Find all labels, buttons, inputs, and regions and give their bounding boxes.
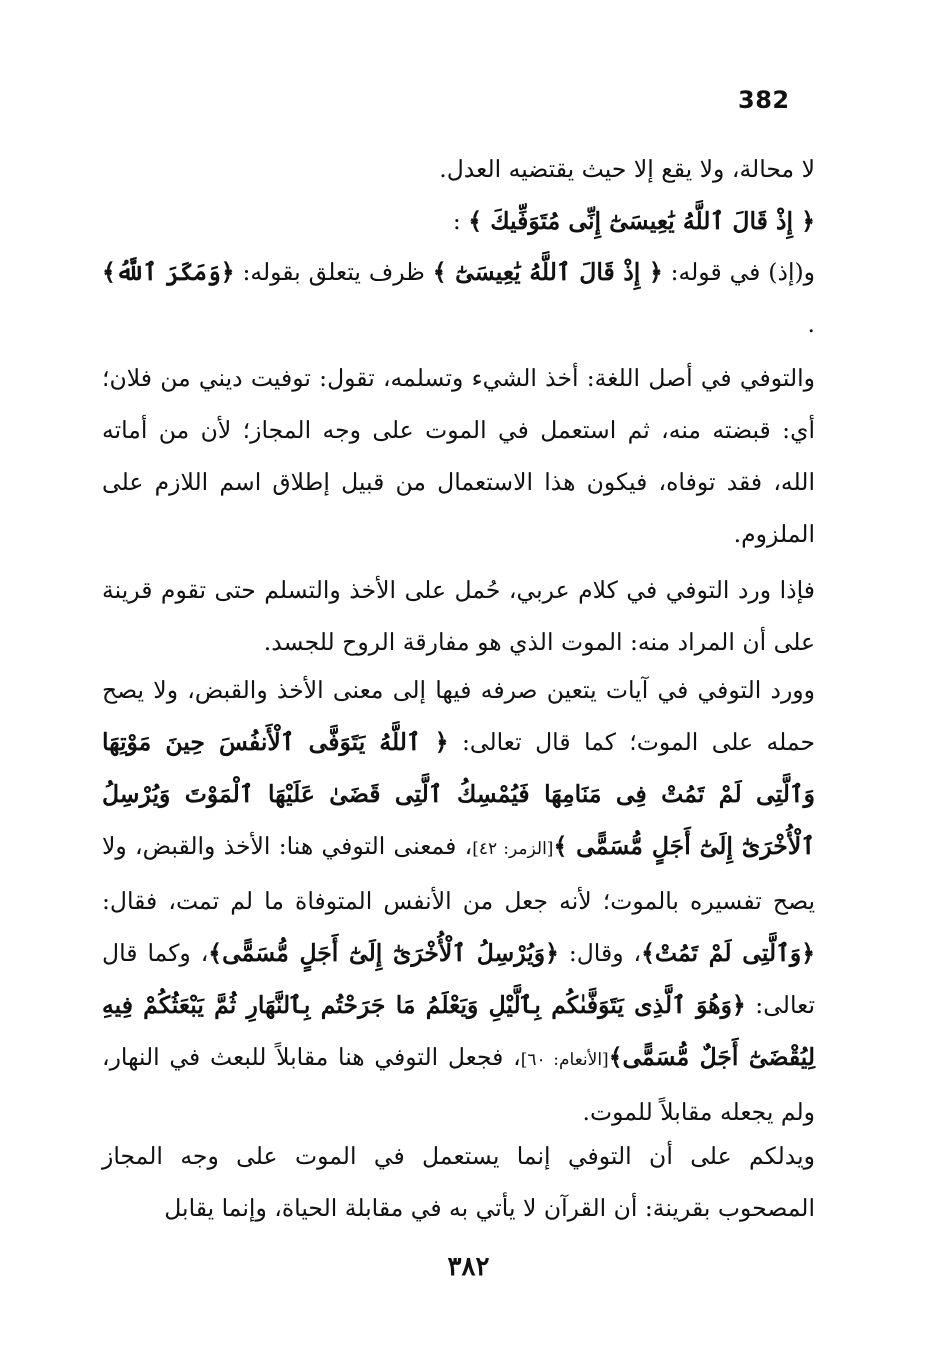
paragraph-text: ، وكما قال تعالى: <box>102 939 815 1019</box>
paragraph-text: وورد التوفي في آيات يتعين صرفه فيها إلى معنى الأخذ والقبض، ولا يصح حمله على الموت؛ كما قال تعالى: <box>102 676 815 756</box>
paragraph-3 <box>102 246 815 350</box>
paragraph-text: ، فجعل التوفي هنا مقابلاً للبعث في النهار، ولم يجعله مقابلاً للموت. <box>102 1043 815 1126</box>
page-number-top: 382 <box>738 86 790 114</box>
quran-verse: ﴿ ٱللَّهُ يَتَوَفَّى ٱلْأَنفُسَ حِينَ مَوْتِهَا وَٱلَّتِى لَمْ تَمُتْ فِى مَنَامِهَا فَيُمْسِكُ ٱلَّتِى قَضَىٰ عَلَيْهَا ٱلْمَوْتَ وَيُرْسِلُ ٱلْأُخْرَىٰٓ إِلَىٰٓ أَجَلٍ مُّسَمًّى ﴾ <box>102 728 815 860</box>
quran-verse: ﴿وَمَكَرَ ٱللَّهُ﴾ <box>102 258 235 286</box>
paragraph-mid: ظرف يتعلق بقوله: <box>234 258 433 286</box>
paragraph-7 <box>102 1130 815 1234</box>
paragraph-6 <box>102 664 815 1138</box>
paragraph-text: ، وقال: <box>558 939 642 967</box>
paragraph-text: ، فمعنى التوفي هنا: الأخذ والقبض، ولا يصح تفسيره بالموت؛ لأنه جعل من الأنفس المتوفاة ما لم تمت، فقال: <box>102 832 815 915</box>
quran-verse: ﴿ إِذْ قَالَ ٱللَّهُ يَٰعِيسَىٰٓ ﴾ <box>432 258 663 286</box>
paragraph-text: والتوفي في أصل اللغة: أخذ الشيء وتسلمه، تقول: توفيت ديني من فلان؛ أي: قبضته منه، ثم استعمل في الموت على وجه المجاز؛ لأن من أماته الله، فقد توفاه، فيكون هذا الاستعمال من قبيل إطلاق اسم اللازم على الملزوم. <box>102 364 815 548</box>
quran-verse: ﴿وَٱلَّتِى لَمْ تَمُتْ﴾ <box>641 939 815 967</box>
paragraph-5 <box>102 564 815 668</box>
paragraph-end: . <box>807 310 815 338</box>
paragraph-4 <box>102 352 815 560</box>
colon: : <box>452 207 469 235</box>
paragraph-text: ويدلكم على أن التوفي إنما يستعمل في الموت على وجه المجاز المصحوب بقرينة: أن القرآن لا يأتي به في مقابلة الحياة، وإنما يقابل <box>102 1142 815 1222</box>
quran-verse: ﴿وَهُوَ ٱلَّذِى يَتَوَفَّىٰكُم بِٱلَّيْلِ وَيَعْلَمُ مَا جَرَحْتُم بِٱلنَّهَارِ ثُمَّ يَبْعَثُكُمْ فِيهِ لِيُقْضَىٰٓ أَجَلٌ مُّسَمًّى﴾ <box>102 991 815 1071</box>
verse-reference: [الزمر: ٤٢] <box>472 839 554 859</box>
quran-verse: ﴿وَيُرْسِلُ ٱلْأُخْرَىٰٓ إِلَىٰٓ أَجَلٍ مُّسَمًّى﴾ <box>208 939 559 967</box>
paragraph-1 <box>102 143 815 195</box>
verse-heading <box>102 195 815 247</box>
verse-reference: [الأنعام: ٦٠] <box>520 1050 609 1070</box>
paragraph-text: فإذا ورد التوفي في كلام عربي، حُمل على الأخذ والتسلم حتى تقوم قرينة على أن المراد منه: الموت الذي هو مفارقة الروح للجسد. <box>102 576 815 656</box>
paragraph-lead: و(إذ) في قوله: <box>662 258 815 286</box>
paragraph-text: لا محالة، ولا يقع إلا حيث يقتضيه العدل. <box>439 155 815 183</box>
quran-verse: ﴿ إِذْ قَالَ ٱللَّهُ يَٰعِيسَىٰٓ إِنِّى مُتَوَفِّيكَ ﴾ <box>468 207 815 235</box>
page-number-bottom: ٣٨٢ <box>447 1252 490 1282</box>
